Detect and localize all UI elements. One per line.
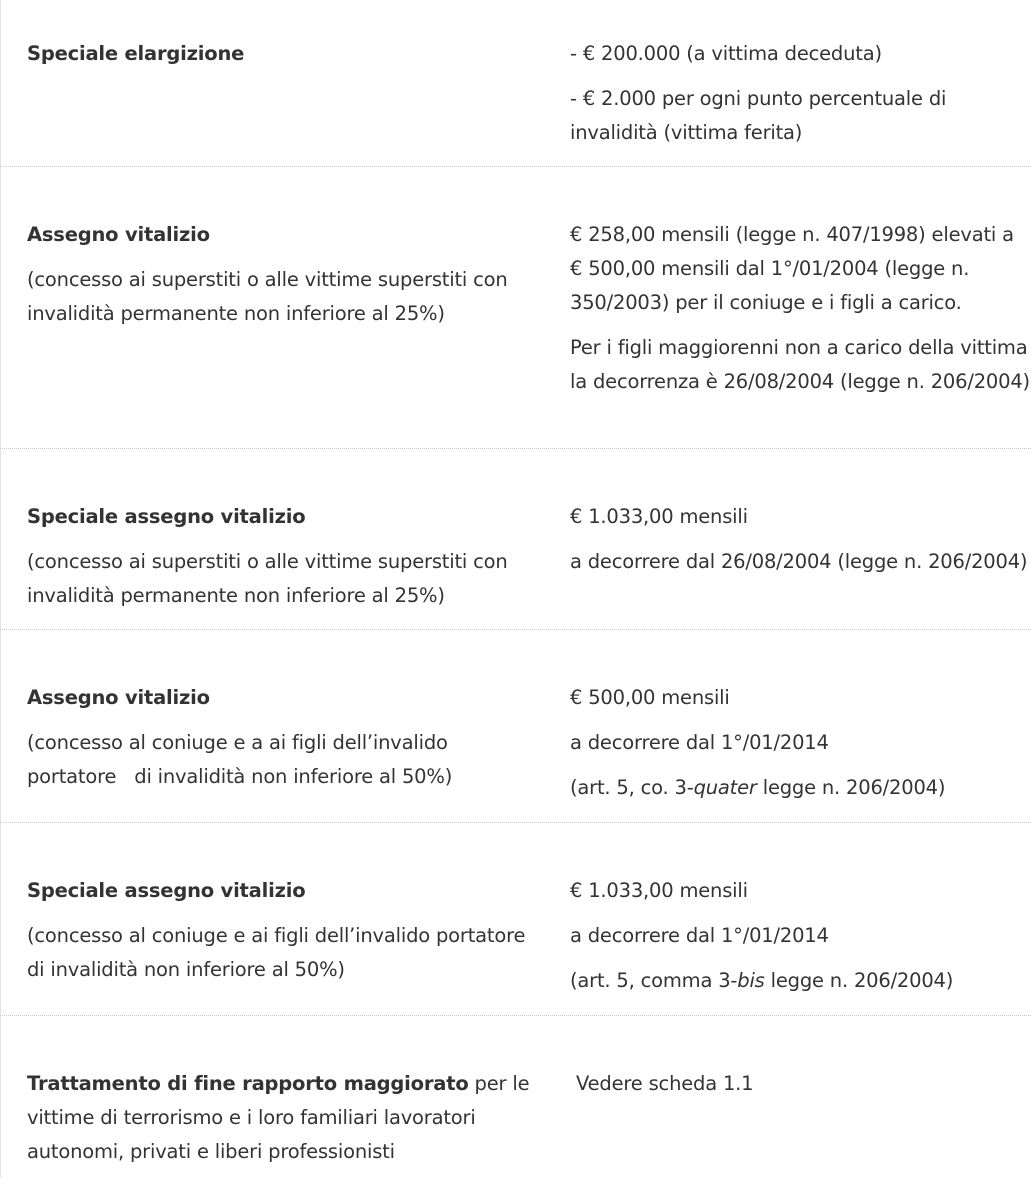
- row-title: Trattamento di fine rapporto maggiorato: [27, 1072, 469, 1095]
- value-line: € 258,00 mensili (legge n. 407/1998) elevati a € 500,00 mensili dal 1°/01/2004 (legge n. 350/2003) per il coniuge e i figli a carico.: [570, 223, 1014, 314]
- row-title-suffix: per le vittime di terrorismo e i loro familiari lavoratori autonomi, privati e liberi professionisti: [27, 1072, 536, 1163]
- row-note: (concesso ai superstiti o alle vittime superstiti con invalidità permanente non inferiore al 25%): [27, 268, 508, 325]
- row-note: [27, 726, 532, 794]
- legal-reference-italic: quater: [693, 776, 757, 799]
- value-line: € 500,00 mensili: [570, 686, 730, 709]
- row-value-cell: [570, 500, 1031, 590]
- row-note-line: portatore di invalidità non inferiore al 50%): [27, 765, 453, 788]
- row-title-paragraph: [27, 1067, 536, 1169]
- row-title: Speciale assegno vitalizio: [27, 879, 306, 902]
- row-title-cell: [27, 218, 532, 342]
- row-value-cell: [570, 37, 1031, 161]
- legal-reference: [570, 771, 1031, 805]
- legal-reference-italic: bis: [737, 969, 765, 992]
- row-value-cell: [576, 1067, 1031, 1112]
- legal-reference-suffix: legge n. 206/2004): [756, 776, 946, 799]
- row-title: Speciale elargizione: [27, 42, 245, 65]
- row-title-cell: [27, 37, 532, 82]
- row-value-cell: [570, 681, 1031, 816]
- row-title-cell: [27, 874, 532, 998]
- value-line: a decorrere dal 26/08/2004 (legge n. 206/2004): [570, 550, 1028, 573]
- value-line: - € 200.000 (a vittima deceduta): [570, 42, 882, 65]
- row-note-line: (concesso al coniuge e a ai figli dell’invalido: [27, 731, 448, 754]
- row-title-cell: [27, 681, 532, 805]
- left-border: [0, 0, 1, 1178]
- legal-reference-prefix: (art. 5, co. 3-: [570, 776, 694, 799]
- value-line: - € 2.000 per ogni punto percentuale di invalidità (vittima ferita): [570, 87, 947, 144]
- legal-reference: [570, 964, 1031, 998]
- row-note: (concesso al coniuge e ai figli dell’invalido portatore di invalidità non inferiore al 50%): [27, 924, 526, 981]
- value-line: Vedere scheda 1.1: [576, 1072, 754, 1095]
- row-divider: [0, 629, 1031, 630]
- row-title: Assegno vitalizio: [27, 686, 210, 709]
- legal-reference-suffix: legge n. 206/2004): [764, 969, 954, 992]
- value-line: a decorrere dal 1°/01/2014: [570, 924, 829, 947]
- row-title: Assegno vitalizio: [27, 223, 210, 246]
- row-divider: [0, 822, 1031, 823]
- row-value-cell: [570, 874, 1031, 1009]
- value-line: € 1.033,00 mensili: [570, 505, 748, 528]
- row-divider: [0, 1015, 1031, 1016]
- row-note: (concesso ai superstiti o alle vittime superstiti con invalidità permanente non inferiore al 25%): [27, 550, 508, 607]
- row-title-cell: [27, 500, 532, 624]
- row-divider: [0, 166, 1031, 167]
- row-value-cell: [570, 218, 1031, 410]
- row-divider: [0, 448, 1031, 449]
- value-line: € 1.033,00 mensili: [570, 879, 748, 902]
- value-line: Per i figli maggiorenni non a carico della vittima la decorrenza è 26/08/2004 (legge n. 206/2004): [570, 336, 1030, 393]
- value-line: a decorrere dal 1°/01/2014: [570, 731, 829, 754]
- legal-reference-prefix: (art. 5, comma 3-: [570, 969, 738, 992]
- row-title-cell: [27, 1067, 536, 1180]
- row-title: Speciale assegno vitalizio: [27, 505, 306, 528]
